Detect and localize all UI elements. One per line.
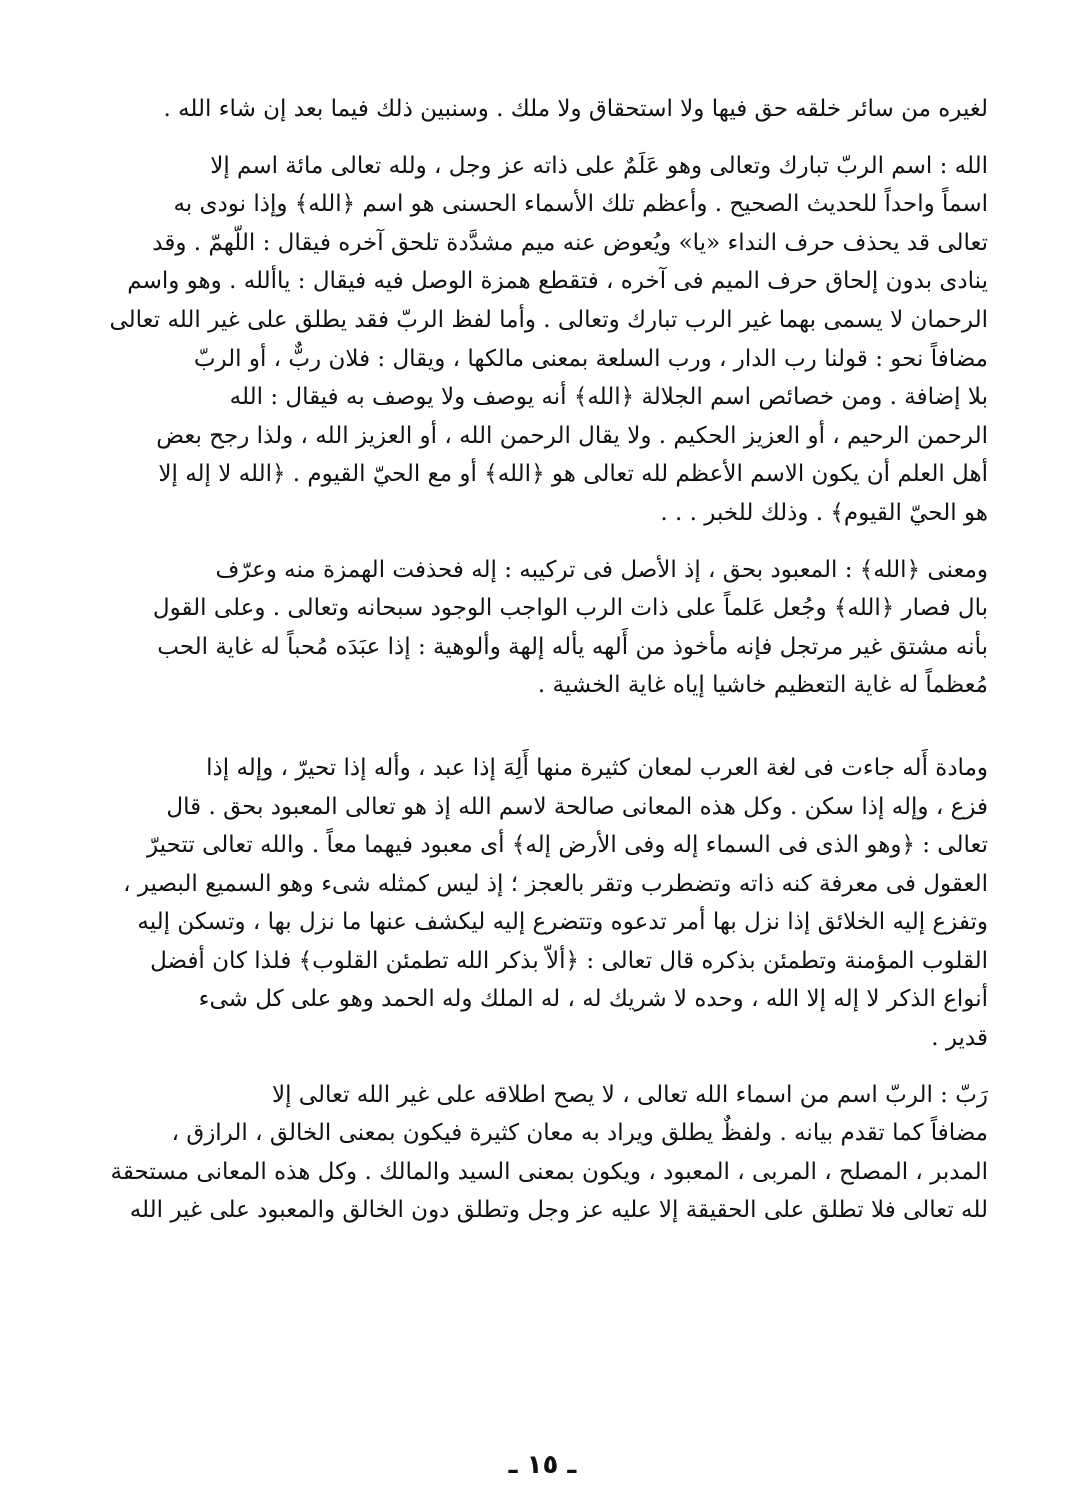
text-line: مُعظماً له غاية التعظيم خاشيا إياه غاية الخشية . — [537, 672, 988, 699]
text-line: بال فصار ﴿الله﴾ وجُعل عَلماً على ذات الرب الواجب الوجود سبحانه وتعالى . وعلى القول — [152, 595, 988, 622]
text-line: مضافاً كما تقدم بيانه . ولفظٌ يطلق ويراد به معان كثيرة فيكون بمعنى الخالق ، الرازق ، — [171, 1120, 988, 1147]
text-line: لله تعالى فلا تطلق على الحقيقة إلا عليه عز وجل وتطلق دون الخالق والمعبود على غير الله — [129, 1197, 988, 1224]
text-line: العقول فى معرفة كنه ذاته وتضطرب وتقر بالعجز ؛ إذ ليس كمثله شىء وهو السميع البصير ، — [123, 870, 988, 897]
paragraph-5 — [98, 1076, 988, 1230]
text-line: ينادى بدون إلحاق حرف الميم فى آخره ، فتقطع همزة الوصل فيه فيقال : ياألله . وهو واسم — [127, 268, 988, 295]
text-line: الله : اسم الربّ تبارك وتعالى وهو عَلَمٌ على ذاته عز وجل ، ولله تعالى مائة اسم إلا — [210, 152, 988, 179]
text-line: بلا إضافة . ومن خصائص اسم الجلالة ﴿الله﴾ أنه يوصف ولا يوصف به فيقال : الله — [229, 384, 988, 411]
text-line: قدير . — [931, 1025, 988, 1052]
paragraph-3 — [98, 551, 988, 705]
text-line: هو الحيّ القيوم﴾ . وذلك للخبر . . . — [660, 499, 988, 526]
text-line: تعالى قد يحذف حرف النداء «يا» ويُعوض عنه ميم مشدَّدة تلحق آخره فيقال : اللّهمّ . وقد — [152, 229, 988, 256]
paragraph-4 — [98, 749, 988, 1058]
page-number: ـ ١٥ ـ — [508, 1450, 577, 1480]
text-line: الرحمان لا يسمى بهما غير الرب تبارك وتعالى . وأما لفظ الربّ فقد يطلق على غير الله تعالى — [109, 306, 988, 333]
text-line: رَبّ : الربّ اسم من اسماء الله تعالى ، لا يصح اطلاقه على غير الله تعالى إلا — [271, 1081, 988, 1108]
text-line: وتفزع إليه الخلائق إذا نزل بها أمر تدعوه وتتضرع إليه ليكشف عنها ما نزل بها ، وتسكن إليه — [137, 909, 988, 936]
text-line: فزع ، وإله إذا سكن . وكل هذه المعانى صالحة لاسم الله إذ هو تعالى المعبود بحق . قال — [166, 793, 988, 820]
text-line: أنواع الذكر لا إله إلا الله ، وحده لا شريك له ، له الملك وله الحمد وهو على كل شىء — [198, 986, 988, 1013]
document-page — [98, 90, 988, 1410]
paragraph-1 — [98, 90, 988, 129]
paragraph-2 — [98, 147, 988, 533]
text-line: لغيره من سائر خلقه حق فيها ولا استحقاق ولا ملك . وسنبين ذلك فيما بعد إن شاء الله . — [163, 96, 988, 122]
text-line: مضافاً نحو : قولنا رب الدار ، ورب السلعة بمعنى مالكها ، ويقال : فلان ربٌّ ، أو الربّ — [193, 345, 988, 372]
text-line: القلوب المؤمنة وتطمئن بذكره قال تعالى : ﴿ألاّ بذكر الله تطمئن القلوب﴾ فلذا كان أفضل — [150, 947, 988, 974]
text-line: بأنه مشتق غير مرتجل فإنه مأخوذ من أَلهه يأله إلهة وألوهية : إذا عبَدَه مُحباً له غاية الحب — [157, 633, 988, 660]
text-line: أهل العلم أن يكون الاسم الأعظم لله تعالى هو ﴿الله﴾ أو مع الحيّ القيوم . ﴿الله لا إله إلا — [158, 461, 988, 488]
text-line: ومعنى ﴿الله﴾ : المعبود بحق ، إذ الأصل فى تركيبه : إله فحذفت الهمزة منه وعرّف — [215, 556, 988, 583]
text-line: اسماً واحداً للحديث الصحيح . وأعظم تلك الأسماء الحسنى هو اسم ﴿الله﴾ وإذا نودى به — [173, 191, 988, 218]
text-line: ومادة أَله جاءت فى لغة العرب لمعان كثيرة منها أَلِهَ إذا عبد ، وأله إذا تحيرّ ، وإله إذا — [206, 754, 988, 781]
text-line: تعالى : ﴿وهو الذى فى السماء إله وفى الأرض إله﴾ أى معبود فيهما معاً . والله تعالى تتحيرّ — [146, 832, 988, 859]
text-line: الرحمن الرحيم ، أو العزيز الحكيم . ولا يقال الرحمن الله ، أو العزيز الله ، ولذا رجح بعض — [156, 422, 988, 449]
text-line: المدبر ، المصلح ، المربى ، المعبود ، ويكون بمعنى السيد والمالك . وكل هذه المعانى مستحقة — [110, 1158, 988, 1185]
